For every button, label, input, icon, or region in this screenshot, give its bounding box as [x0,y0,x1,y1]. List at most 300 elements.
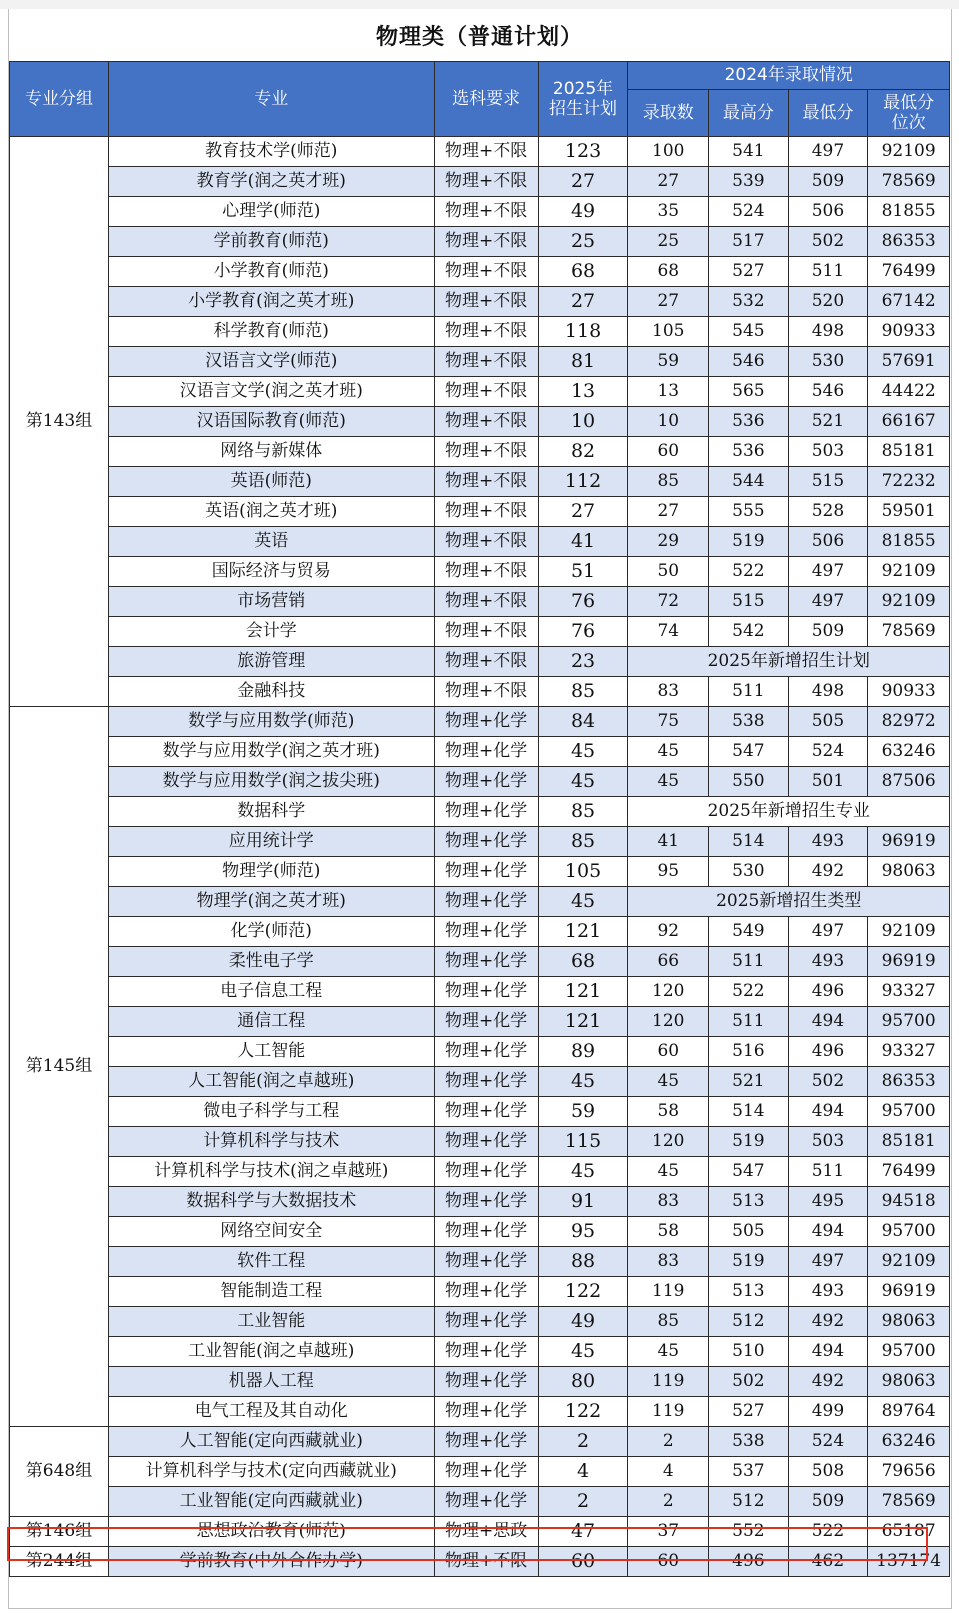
subject-cell: 物理+化学 [434,707,538,737]
table-row [10,917,950,947]
table-row [10,1187,950,1217]
admitted-cell: 120 [628,1127,709,1157]
subject-cell: 物理+化学 [434,827,538,857]
max-score-cell: 555 [709,497,789,527]
min-score-cell: 511 [788,1157,868,1187]
admitted-cell: 85 [628,467,709,497]
admitted-cell: 29 [628,527,709,557]
subject-cell: 物理+不限 [434,407,538,437]
subject-cell: 物理+化学 [434,1307,538,1337]
major-cell: 英语 [108,527,434,557]
min-rank-cell: 86353 [868,1067,950,1097]
min-rank-cell: 81855 [868,527,950,557]
min-rank-cell: 57691 [868,347,950,377]
subject-cell: 物理+化学 [434,1187,538,1217]
admitted-cell: 105 [628,317,709,347]
plan-cell: 121 [538,977,628,1007]
max-score-cell: 547 [709,737,789,767]
admitted-cell: 41 [628,827,709,857]
min-score-cell: 530 [788,347,868,377]
table-row [10,317,950,347]
subject-cell: 物理+化学 [434,1247,538,1277]
major-cell: 计算机科学与技术(定向西藏就业) [108,1457,434,1487]
min-score-cell: 497 [788,917,868,947]
table-row [10,227,950,257]
min-rank-cell: 81855 [868,197,950,227]
subject-cell: 物理+不限 [434,197,538,227]
min-score-cell: 522 [788,1517,868,1547]
major-cell: 教育技术学(师范) [108,137,434,167]
subject-cell: 物理+化学 [434,1157,538,1187]
subject-cell: 物理+不限 [434,287,538,317]
min-rank-cell: 95700 [868,1337,950,1367]
plan-cell: 51 [538,557,628,587]
admitted-cell: 92 [628,917,709,947]
max-score-cell: 516 [709,1037,789,1067]
admitted-cell: 45 [628,1337,709,1367]
subject-cell: 物理+不限 [434,257,538,287]
min-score-cell: 505 [788,707,868,737]
max-score-cell: 517 [709,227,789,257]
table-row [10,1007,950,1037]
plan-cell: 27 [538,497,628,527]
table-row [10,707,950,737]
major-cell: 计算机科学与技术(润之卓越班) [108,1157,434,1187]
max-score-cell: 522 [709,977,789,1007]
major-cell: 科学教育(师范) [108,317,434,347]
major-cell: 微电子科学与工程 [108,1097,434,1127]
min-score-cell: 492 [788,1307,868,1337]
admitted-cell: 119 [628,1367,709,1397]
max-score-cell: 515 [709,587,789,617]
page-title: 物理类（普通计划） [375,24,583,50]
admitted-cell: 45 [628,737,709,767]
max-score-cell: 505 [709,1217,789,1247]
subject-cell: 物理+不限 [434,647,538,677]
min-rank-cell: 92109 [868,917,950,947]
max-score-cell: 546 [709,347,789,377]
min-score-cell: 497 [788,557,868,587]
table-row [10,1097,950,1127]
min-rank-cell: 93327 [868,1037,950,1067]
max-score-cell: 511 [709,947,789,977]
subject-cell: 物理+化学 [434,1367,538,1397]
major-cell: 电子信息工程 [108,977,434,1007]
major-cell: 数学与应用数学(润之英才班) [108,737,434,767]
major-cell: 小学教育(师范) [108,257,434,287]
admitted-cell: 13 [628,377,709,407]
min-rank-cell: 137174 [868,1547,950,1577]
max-score-cell: 519 [709,1247,789,1277]
plan-cell: 27 [538,167,628,197]
min-rank-cell: 92109 [868,1247,950,1277]
table-row [10,197,950,227]
min-rank-cell: 90933 [868,317,950,347]
max-score-cell: 536 [709,407,789,437]
table-row [10,1307,950,1337]
major-cell: 人工智能 [108,1037,434,1067]
subject-cell: 物理+化学 [434,1127,538,1157]
header-admitted: 录取数 [628,90,709,137]
header-subject: 选科要求 [434,62,538,137]
table-row [10,1367,950,1397]
major-cell: 市场营销 [108,587,434,617]
subject-cell: 物理+化学 [434,1427,538,1457]
group-cell: 第244组 [10,1547,109,1577]
admitted-cell: 60 [628,437,709,467]
plan-cell: 45 [538,1337,628,1367]
plan-cell: 82 [538,437,628,467]
header-max-score: 最高分 [709,90,789,137]
min-score-cell: 520 [788,287,868,317]
plan-cell: 13 [538,377,628,407]
min-rank-cell: 96919 [868,947,950,977]
subject-cell: 物理+不限 [434,347,538,377]
min-score-cell: 503 [788,1127,868,1157]
admitted-cell: 27 [628,167,709,197]
plan-cell: 10 [538,407,628,437]
plan-cell: 105 [538,857,628,887]
min-score-cell: 509 [788,1487,868,1517]
admitted-cell: 72 [628,587,709,617]
plan-cell: 81 [538,347,628,377]
plan-cell: 27 [538,287,628,317]
subject-cell: 物理+化学 [434,1457,538,1487]
table-row [10,1217,950,1247]
subject-cell: 物理+不限 [434,587,538,617]
max-score-cell: 552 [709,1517,789,1547]
max-score-cell: 539 [709,167,789,197]
header-min-rank-line1: 最低分 [883,92,935,113]
max-score-cell: 519 [709,1127,789,1157]
plan-cell: 76 [538,587,628,617]
min-rank-cell: 72232 [868,467,950,497]
admitted-cell: 120 [628,1007,709,1037]
plan-cell: 122 [538,1397,628,1427]
header-group: 专业分组 [10,62,109,137]
max-score-cell: 521 [709,1067,789,1097]
subject-cell: 物理+不限 [434,467,538,497]
admitted-cell: 75 [628,707,709,737]
plan-cell: 115 [538,1127,628,1157]
min-score-cell: 462 [788,1547,868,1577]
major-cell: 工业智能(定向西藏就业) [108,1487,434,1517]
plan-cell: 45 [538,737,628,767]
major-cell: 应用统计学 [108,827,434,857]
plan-cell: 85 [538,797,628,827]
table-row [10,407,950,437]
table-row [10,497,950,527]
subject-cell: 物理+不限 [434,377,538,407]
major-cell: 机器人工程 [108,1367,434,1397]
min-rank-cell: 96919 [868,827,950,857]
subject-cell: 物理+化学 [434,1217,538,1247]
subject-cell: 物理+化学 [434,737,538,767]
major-cell: 数学与应用数学(润之拔尖班) [108,767,434,797]
table-row [10,617,950,647]
min-score-cell: 494 [788,1097,868,1127]
admitted-cell: 25 [628,227,709,257]
max-score-cell: 514 [709,827,789,857]
admitted-cell: 119 [628,1397,709,1427]
min-rank-cell: 98063 [868,1307,950,1337]
table-row [10,287,950,317]
subject-cell: 物理+不限 [434,617,538,647]
max-score-cell: 502 [709,1367,789,1397]
min-rank-cell: 98063 [868,1367,950,1397]
subject-cell: 物理+化学 [434,1097,538,1127]
admitted-cell: 27 [628,497,709,527]
min-score-cell: 493 [788,1277,868,1307]
admitted-cell: 35 [628,197,709,227]
group-cell: 第143组 [10,137,109,707]
major-cell: 教育学(润之英才班) [108,167,434,197]
admitted-cell: 59 [628,347,709,377]
plan-cell: 45 [538,767,628,797]
table-row [10,1067,950,1097]
min-rank-cell: 90933 [868,677,950,707]
min-rank-cell: 85181 [868,1127,950,1157]
table-row [10,1517,950,1547]
plan-cell: 45 [538,887,628,917]
min-score-cell: 501 [788,767,868,797]
major-cell: 小学教育(润之英才班) [108,287,434,317]
major-cell: 金融科技 [108,677,434,707]
table-row [10,767,950,797]
min-rank-cell: 94518 [868,1187,950,1217]
subject-cell: 物理+不限 [434,497,538,527]
min-rank-cell: 79656 [868,1457,950,1487]
major-cell: 智能制造工程 [108,1277,434,1307]
min-rank-cell: 67142 [868,287,950,317]
subject-cell: 物理+化学 [434,767,538,797]
plan-cell: 123 [538,137,628,167]
major-cell: 会计学 [108,617,434,647]
subject-cell: 物理+不限 [434,437,538,467]
max-score-cell: 537 [709,1457,789,1487]
subject-cell: 物理+不限 [434,677,538,707]
min-rank-cell: 92109 [868,587,950,617]
major-cell: 工业智能(润之卓越班) [108,1337,434,1367]
group-cell: 第145组 [10,707,109,1427]
plan-cell: 25 [538,227,628,257]
admitted-cell: 100 [628,137,709,167]
min-score-cell: 497 [788,137,868,167]
min-rank-cell: 95700 [868,1097,950,1127]
max-score-cell: 512 [709,1307,789,1337]
major-cell: 柔性电子学 [108,947,434,977]
min-score-cell: 521 [788,407,868,437]
admitted-cell: 4 [628,1457,709,1487]
admitted-cell: 74 [628,617,709,647]
major-cell: 数学与应用数学(师范) [108,707,434,737]
min-rank-cell: 93327 [868,977,950,1007]
table-row [10,797,950,827]
major-cell: 思想政治教育(师范) [108,1517,434,1547]
plan-cell: 2 [538,1427,628,1457]
major-cell: 学前教育(中外合作办学) [108,1547,434,1577]
max-score-cell: 547 [709,1157,789,1187]
major-cell: 物理学(润之英才班) [108,887,434,917]
min-score-cell: 509 [788,617,868,647]
min-score-cell: 498 [788,677,868,707]
max-score-cell: 536 [709,437,789,467]
max-score-cell: 532 [709,287,789,317]
plan-cell: 91 [538,1187,628,1217]
major-cell: 化学(师范) [108,917,434,947]
max-score-cell: 541 [709,137,789,167]
subject-cell: 物理+化学 [434,1037,538,1067]
max-score-cell: 527 [709,257,789,287]
min-score-cell: 524 [788,737,868,767]
table-row [10,1457,950,1487]
table-row [10,857,950,887]
min-rank-cell: 78569 [868,1487,950,1517]
min-score-cell: 515 [788,467,868,497]
plan-cell: 121 [538,917,628,947]
min-rank-cell: 78569 [868,617,950,647]
header-min-score: 最低分 [788,90,868,137]
admitted-cell: 10 [628,407,709,437]
admission-table [9,61,950,1577]
table-row [10,527,950,557]
min-rank-cell: 63246 [868,1427,950,1457]
plan-cell: 2 [538,1487,628,1517]
plan-cell: 60 [538,1547,628,1577]
plan-cell: 68 [538,947,628,977]
min-score-cell: 493 [788,827,868,857]
major-cell: 通信工程 [108,1007,434,1037]
min-rank-cell: 92109 [868,557,950,587]
max-score-cell: 522 [709,557,789,587]
plan-cell: 122 [538,1277,628,1307]
group-cell: 第648组 [10,1427,109,1517]
max-score-cell: 538 [709,707,789,737]
max-score-cell: 544 [709,467,789,497]
header-plan-line2: 招生计划 [549,99,618,119]
admitted-cell: 58 [628,1097,709,1127]
max-score-cell: 565 [709,377,789,407]
min-rank-cell: 98063 [868,857,950,887]
subject-cell: 物理+化学 [434,887,538,917]
admitted-cell: 120 [628,977,709,1007]
major-cell: 汉语言文学(师范) [108,347,434,377]
header-plan-line1: 2025年 [552,78,614,99]
subject-cell: 物理+不限 [434,557,538,587]
max-score-cell: 538 [709,1427,789,1457]
max-score-cell: 530 [709,857,789,887]
admitted-cell: 2 [628,1427,709,1457]
plan-cell: 80 [538,1367,628,1397]
min-rank-cell: 86353 [868,227,950,257]
subject-cell: 物理+化学 [434,1007,538,1037]
min-score-cell: 492 [788,1367,868,1397]
major-cell: 电气工程及其自动化 [108,1397,434,1427]
admitted-cell: 85 [628,1307,709,1337]
table-row [10,1397,950,1427]
max-score-cell: 519 [709,527,789,557]
min-rank-cell: 44422 [868,377,950,407]
plan-cell: 47 [538,1517,628,1547]
admitted-cell: 60 [628,1547,709,1577]
min-score-cell: 503 [788,437,868,467]
min-score-cell: 508 [788,1457,868,1487]
min-score-cell: 494 [788,1217,868,1247]
table-row [10,977,950,1007]
min-rank-cell: 95700 [868,1007,950,1037]
min-score-cell: 494 [788,1337,868,1367]
subject-cell: 物理+不限 [434,317,538,347]
major-cell: 心理学(师范) [108,197,434,227]
table-row [10,557,950,587]
admitted-cell: 95 [628,857,709,887]
min-rank-cell: 76499 [868,257,950,287]
table-row [10,1277,950,1307]
admitted-cell: 45 [628,1067,709,1097]
major-cell: 计算机科学与技术 [108,1127,434,1157]
min-rank-cell: 89764 [868,1397,950,1427]
max-score-cell: 512 [709,1487,789,1517]
min-score-cell: 528 [788,497,868,527]
table-row [10,137,950,167]
subject-cell: 物理+化学 [434,797,538,827]
max-score-cell: 542 [709,617,789,647]
major-cell: 工业智能 [108,1307,434,1337]
subject-cell: 物理+不限 [434,527,538,557]
max-score-cell: 549 [709,917,789,947]
admitted-cell: 45 [628,1157,709,1187]
admitted-cell: 58 [628,1217,709,1247]
major-cell: 汉语国际教育(师范) [108,407,434,437]
max-score-cell: 496 [709,1547,789,1577]
min-score-cell: 506 [788,197,868,227]
table-row [10,1037,950,1067]
min-rank-cell: 78569 [868,167,950,197]
subject-cell: 物理+化学 [434,1277,538,1307]
max-score-cell: 514 [709,1097,789,1127]
major-cell: 软件工程 [108,1247,434,1277]
min-score-cell: 498 [788,317,868,347]
min-rank-cell: 85181 [868,437,950,467]
plan-cell: 88 [538,1247,628,1277]
subject-cell: 物理+化学 [434,917,538,947]
header-admission-2024: 2024年录取情况 [628,62,950,90]
table-row [10,1157,950,1187]
plan-cell: 95 [538,1217,628,1247]
min-rank-cell: 95700 [868,1217,950,1247]
table-row [10,887,950,917]
major-cell: 人工智能(定向西藏就业) [108,1427,434,1457]
note-cell: 2025新增招生类型 [628,887,950,917]
subject-cell: 物理+不限 [434,137,538,167]
table-row [10,437,950,467]
max-score-cell: 510 [709,1337,789,1367]
min-score-cell: 502 [788,1067,868,1097]
min-score-cell: 502 [788,227,868,257]
subject-cell: 物理+不限 [434,227,538,257]
plan-cell: 76 [538,617,628,647]
header-major: 专业 [108,62,434,137]
plan-cell: 85 [538,827,628,857]
admitted-cell: 45 [628,767,709,797]
min-score-cell: 511 [788,257,868,287]
min-rank-cell: 63246 [868,737,950,767]
max-score-cell: 511 [709,1007,789,1037]
admitted-cell: 68 [628,257,709,287]
table-row [10,1337,950,1367]
plan-cell: 85 [538,677,628,707]
admitted-cell: 50 [628,557,709,587]
